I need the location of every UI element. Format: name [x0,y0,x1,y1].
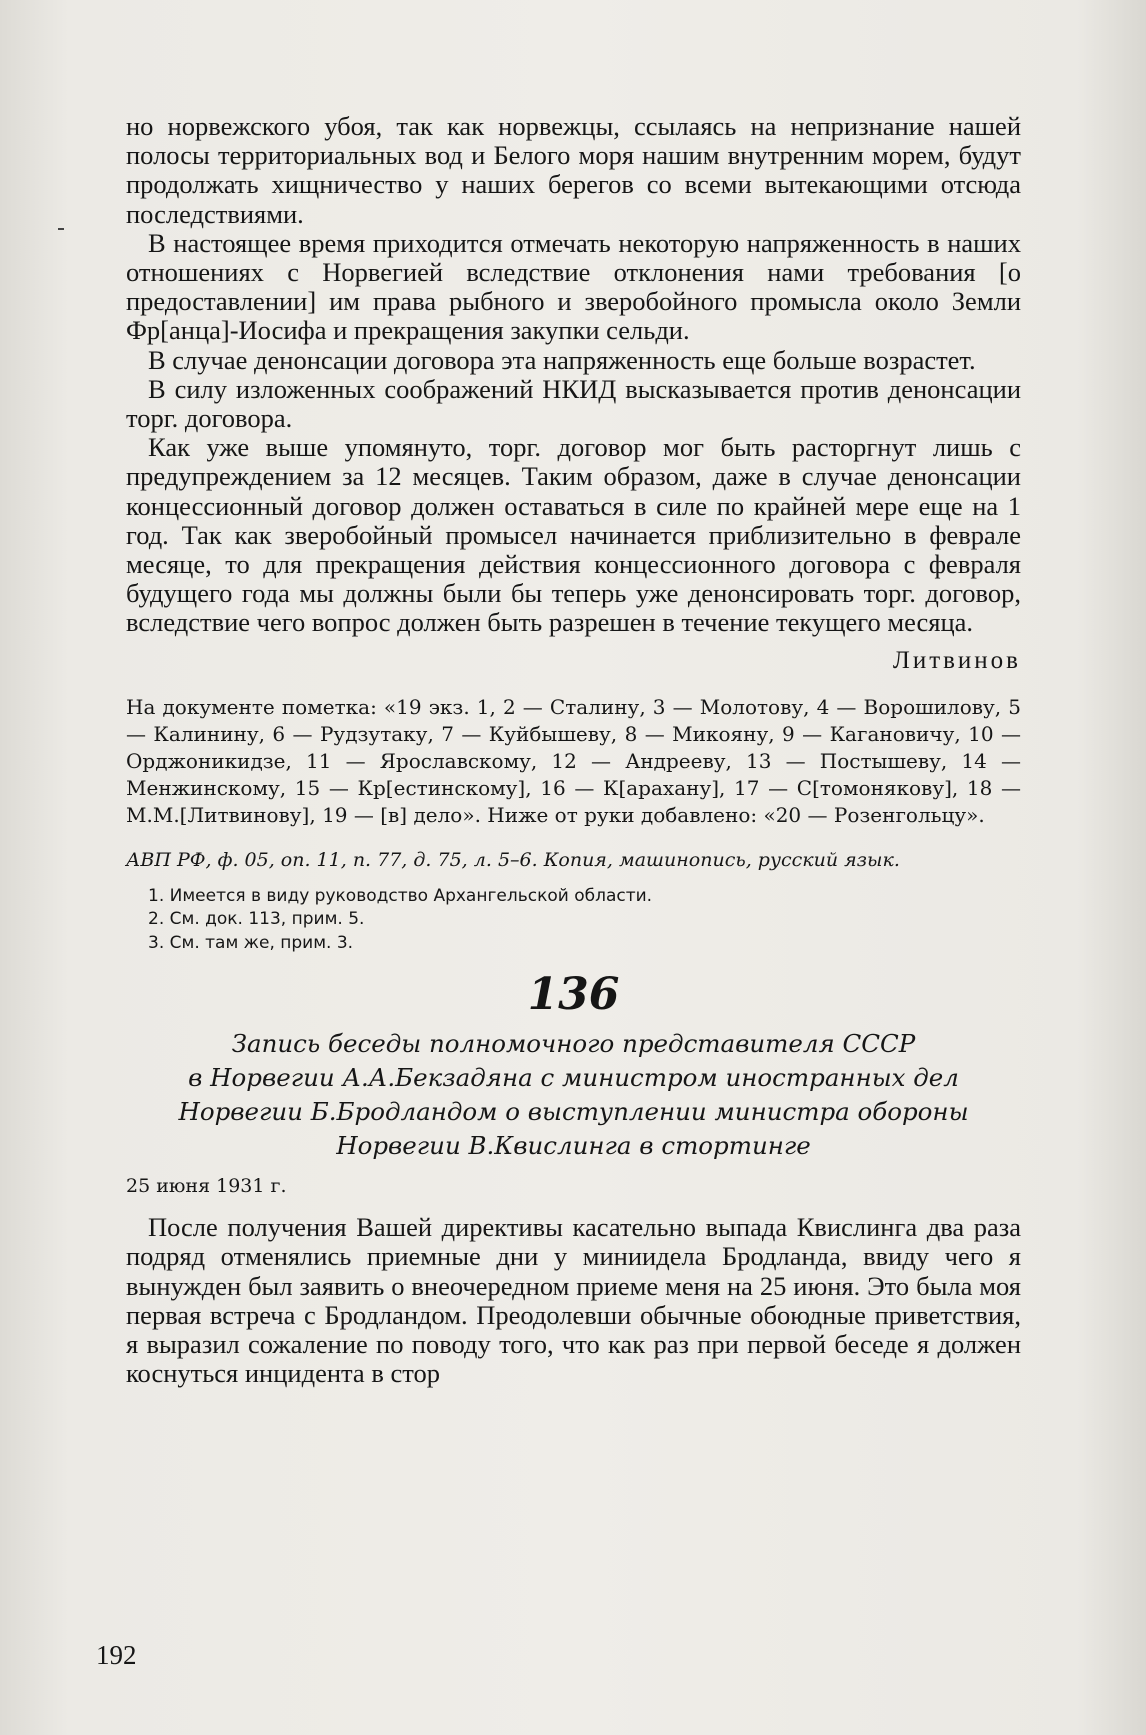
document-title-line: Норвегии В.Квислинга в стортинге [336,1131,811,1161]
archive-source: АВП РФ, ф. 05, оп. 11, п. 77, д. 75, л. 5–6. Копия, машинопись, русский язык. [126,848,900,871]
paragraph-denunciation-effect: В случае денонсации договора эта напряженность еще больше возрастет. [148,344,976,375]
paragraph-nkid-position: В силу изложенных соображений НКИД высказывается против денонсации торг. договора. [126,373,1021,434]
margin-mark [58,228,64,230]
document-date: 25 июня 1931 г. [126,1175,287,1198]
footnotes-list [126,885,1021,956]
footnote: 3. См. там же, прим. 3. [148,932,354,953]
paragraph-termination-terms: Как уже выше упомянуто, торг. договор мог быть расторгнут лишь с предупреждением за 12 месяцев. Таким образом, даже в случае денонсации концессионный договор должен оставаться в силе по крайней мере еще на 1 год. Так как зверобойный промысел начинается приблизительно в феврале месяце, то для прекращения действия концессионного договора с февраля будущего года мы должны были бы теперь уже денонсировать торг. договор, вследствие чего вопрос должен быть разрешен в течение текущего месяца. [126,432,1021,638]
paragraph-continuation: но норвежского убоя, так как норвежцы, ссылаясь на непризнание нашей полосы территориальных вод и Белого моря нашим внутренним морем, будут продолжать хищничество у наших берегов со всеми вытекающими отсюда последствиями. [126,111,1021,229]
document-title-line: Запись беседы полномочного представителя СССР [231,1029,916,1059]
footnote: 1. Имеется в виду руководство Архангельской области. [148,885,653,906]
document-title [126,1027,1021,1163]
paragraph-tension: В настоящее время приходится отмечать некоторую напряженность в наших отношениях с Норвегией вследствие отклонения нами требования [о предоставлении] им права рыбного и зверобойного промысла около Земли Фр[анца]-Иосифа и прекращения закупки сельди. [126,227,1021,346]
archive-note: На документе пометка: «19 экз. 1, 2 — Сталину, 3 — Молотову, 4 — Ворошилову, 5 — Калинину, 6 — Рудзутаку, 7 — Куйбышеву, 8 — Микояну, 9 — Кагановичу, 10 — Орджоникидзе, 11 — Ярославскому, 12 — Андрееву, 13 — Постышеву, 14 — Менжинскому, 15 — Кр[естинскому], 16 — К[арахану], 17 — С[томонякову], 18 — М.М.[Литвинову], 19 — [в] дело». Ниже от руки добавлено: «20 — Розенгольцу». [126,694,1021,827]
text-column [126,112,1021,1388]
document-number: 136 [527,969,620,1021]
page-number: 192 [96,1640,137,1670]
signature: Литвинов [892,646,1021,674]
document-title-line: Норвегии Б.Бродландом о выступлении министра обороны [178,1097,969,1127]
document-title-line: в Норвегии А.А.Бекзадяна с министром иностранных дел [188,1063,959,1093]
paragraph-meeting: После получения Вашей директивы касательно выпада Квислинга два раза подряд отменялись приемные дни у миниидела Бродланда, ввиду чего я вынужден был заявить о внеочередном приеме меня на 25 июня. Это была моя первая встреча с Бродландом. Преодолевши обычные обоюдные приветствия, я выразил сожаление по поводу того, что как раз при первой беседе я должен коснуться инцидента в стор [126,1212,1021,1389]
footnote: 2. См. док. 113, прим. 5. [148,909,365,930]
